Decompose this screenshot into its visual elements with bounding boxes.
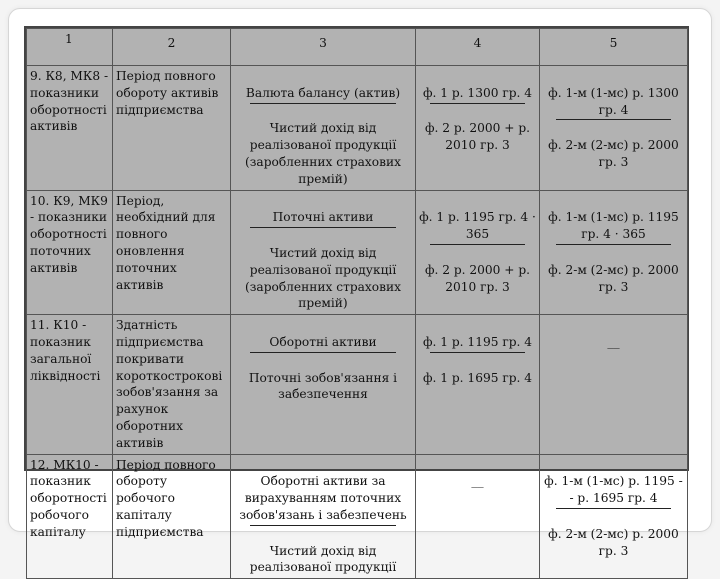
interim-denominator: ф. 2-м (2-мс) р. 2000 гр. 3 bbox=[548, 138, 679, 169]
header-col-4: 4 bbox=[416, 29, 540, 66]
fraction-line bbox=[430, 244, 526, 245]
table-row bbox=[27, 315, 688, 454]
table-row bbox=[27, 190, 688, 315]
formula-cell bbox=[231, 66, 416, 191]
interim-denominator: ф. 2-м (2-мс) р. 2000 гр. 3 bbox=[548, 526, 679, 558]
definition-cell: Період, необхідний для повного оновлення поточних активів bbox=[113, 190, 231, 315]
table-row bbox=[27, 454, 688, 579]
annual-denominator: ф. 2 р. 2000 + р. 2010 гр. 3 bbox=[424, 262, 531, 294]
annual-denominator: ф. 2 р. 2000 + р. 2010 гр. 3 bbox=[424, 121, 531, 153]
interim-numerator: ф. 1-м (1-мс) р. 1195 - - р. 1695 гр. 4 bbox=[544, 474, 683, 506]
formula-cell bbox=[231, 315, 416, 454]
indicators-table-container bbox=[24, 26, 689, 575]
table-row bbox=[27, 66, 688, 191]
annual-numerator: ф. 1 р. 1195 гр. 4 · 365 bbox=[419, 210, 536, 242]
definition-cell: Період повного обороту активів підприємства bbox=[113, 66, 231, 191]
annual-calc-cell bbox=[416, 454, 540, 579]
fraction-line bbox=[250, 227, 396, 228]
fraction-line bbox=[556, 244, 672, 245]
annual-calc-cell bbox=[416, 315, 540, 454]
annual-denominator: ф. 1 р. 1695 гр. 4 bbox=[422, 370, 533, 385]
header-col-5: 5 bbox=[540, 29, 688, 66]
header-col-1: 1 bbox=[27, 29, 113, 66]
formula-denominator: Чистий дохід від реалізованої продукції (заробленних страхових премій) bbox=[245, 245, 401, 311]
fraction-line bbox=[250, 525, 396, 526]
formula-numerator: Оборотні активи bbox=[269, 334, 377, 349]
fraction-line bbox=[556, 508, 672, 509]
interim-calc-cell bbox=[540, 454, 688, 579]
interim-numerator: ф. 1-м (1-мс) р. 1195 гр. 4 · 365 bbox=[548, 210, 679, 242]
interim-numerator: ф. 1-м (1-мс) р. 1300 гр. 4 bbox=[548, 85, 679, 117]
formula-numerator: Валюта балансу (актив) bbox=[245, 85, 401, 100]
header-col-3: 3 bbox=[231, 29, 416, 66]
indicator-cell: 12. МК10 - показник оборотності робочого капіталу bbox=[27, 454, 113, 579]
formula-cell bbox=[231, 454, 416, 579]
table-header-row bbox=[27, 29, 688, 66]
fraction-line bbox=[250, 352, 396, 353]
annual-numerator: ф. 1 р. 1195 гр. 4 bbox=[422, 334, 533, 349]
annual-calc-cell bbox=[416, 190, 540, 315]
indicators-table bbox=[26, 28, 688, 579]
formula-denominator: Поточні зобов'язання і забезпечення bbox=[248, 370, 398, 402]
definition-cell: Період повного обороту робочого капіталу підприємства bbox=[113, 454, 231, 579]
interim-calc-cell bbox=[540, 315, 688, 454]
interim-denominator: ф. 2-м (2-мс) р. 2000 гр. 3 bbox=[548, 262, 679, 294]
formula-cell bbox=[231, 190, 416, 315]
fraction-line bbox=[430, 103, 526, 104]
fraction-line bbox=[430, 352, 526, 353]
formula-numerator: Оборотні активи за вирахуванням поточних зобов'язань і забезпечень bbox=[239, 474, 407, 522]
not-applicable-dash: __ bbox=[607, 334, 620, 349]
fraction-line bbox=[250, 103, 396, 104]
annual-numerator: ф. 1 р. 1300 гр. 4 bbox=[422, 85, 533, 100]
formula-denominator: Чистий дохід від реалізованої продукції (заробленних страхових премій) bbox=[245, 121, 401, 186]
header-col-2: 2 bbox=[113, 29, 231, 66]
interim-calc-cell bbox=[540, 66, 688, 191]
indicator-cell: 9. К8, МК8 - показники оборотності активів bbox=[27, 66, 113, 191]
formula-numerator: Поточні активи bbox=[272, 210, 374, 225]
indicator-cell: 11. К10 - показник загальної ліквідності bbox=[27, 315, 113, 454]
definition-cell: Здатність підприємства покривати короткострокові зобов'язання за рахунок оборотних активів bbox=[113, 315, 231, 454]
interim-calc-cell bbox=[540, 190, 688, 315]
indicator-cell: 10. К9, МК9 - показники оборотності поточних активів bbox=[27, 190, 113, 315]
not-applicable-dash: __ bbox=[471, 474, 484, 489]
formula-denominator: Чистий дохід від реалізованої продукції bbox=[249, 543, 397, 575]
annual-calc-cell bbox=[416, 66, 540, 191]
fraction-line bbox=[556, 119, 672, 120]
